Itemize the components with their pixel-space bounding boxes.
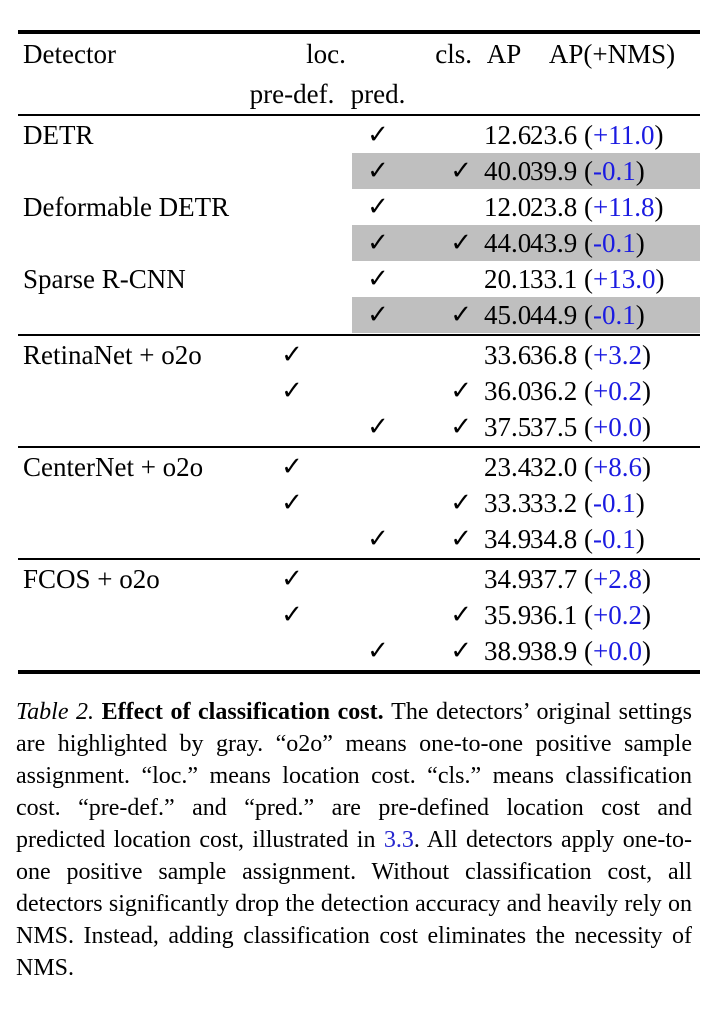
- ap-nms-value: 44.9 (-0.1): [530, 299, 645, 330]
- caption-text: Effect of classification cost.: [101, 699, 392, 725]
- ap-value: 23.4: [484, 451, 532, 482]
- ap-value: 12.0: [484, 191, 532, 222]
- ap-value: 38.9: [484, 635, 532, 666]
- ap-nms-value: 43.9 (-0.1): [530, 227, 645, 258]
- delta-value: +0.2: [593, 375, 642, 406]
- table-row: [18, 373, 700, 409]
- pred-check-icon: ✓: [367, 120, 389, 149]
- ap-value: 12.6: [484, 119, 532, 150]
- col-header-ap-nms: AP(+NMS): [548, 38, 676, 69]
- col-header-pre-def: pre-def.: [249, 78, 335, 109]
- cls-check-icon: ✓: [450, 228, 472, 257]
- table-row: [18, 561, 700, 597]
- ap-nms-value: 39.9 (-0.1): [530, 155, 645, 186]
- col-header-cls: cls.: [435, 38, 472, 69]
- table-row: [18, 597, 700, 633]
- table-section: [18, 560, 700, 670]
- pred-check-icon: ✓: [367, 156, 389, 185]
- ap-nms-value: 23.8 (+11.8): [530, 191, 664, 222]
- col-header-loc: loc.: [306, 38, 346, 69]
- table-section: [18, 336, 700, 446]
- table-row: [18, 297, 700, 333]
- delta-value: -0.1: [593, 487, 636, 518]
- table-row: [18, 485, 700, 521]
- ap-value: 33.3: [484, 487, 532, 518]
- pred-check-icon: ✓: [367, 636, 389, 665]
- col-header-detector: Detector: [23, 38, 116, 69]
- pre-def-check-icon: ✓: [281, 600, 303, 629]
- detector-name: DETR: [23, 119, 94, 150]
- table-section: [18, 448, 700, 558]
- table-section: [18, 116, 700, 334]
- delta-value: +0.0: [593, 635, 642, 666]
- detector-name: RetinaNet + o2o: [23, 339, 202, 370]
- delta-value: +0.2: [593, 599, 642, 630]
- ap-value: 40.0: [484, 155, 532, 186]
- delta-value: +13.0: [593, 263, 656, 294]
- caption-text: Table 2.: [16, 699, 102, 725]
- ap-value: 45.0: [484, 299, 532, 330]
- detector-name: CenterNet + o2o: [23, 451, 204, 482]
- ap-value: 34.9: [484, 563, 532, 594]
- ap-nms-value: 38.9 (+0.0): [530, 635, 651, 666]
- ap-nms-value: 36.2 (+0.2): [530, 375, 651, 406]
- col-header-pred: pred.: [350, 78, 406, 109]
- header-row-2: [18, 74, 700, 114]
- table-caption: [16, 696, 692, 984]
- ap-value: 33.6: [484, 339, 532, 370]
- pre-def-check-icon: ✓: [281, 564, 303, 593]
- pred-check-icon: ✓: [367, 192, 389, 221]
- ap-value: 20.1: [484, 263, 532, 294]
- ap-value: 34.9: [484, 523, 532, 554]
- ap-nms-value: 23.6 (+11.0): [530, 119, 664, 150]
- ap-nms-value: 36.8 (+3.2): [530, 339, 651, 370]
- delta-value: +2.8: [593, 563, 642, 594]
- caption-text: . All detectors apply one-to-one positive sample assignment. Without classification cost, all detectors significantly drop the detection accuracy and heavily rely on NMS. Instead, adding classification cost eliminates the necessity of NMS.: [16, 827, 692, 981]
- cls-check-icon: ✓: [450, 300, 472, 329]
- cls-check-icon: ✓: [450, 600, 472, 629]
- section-ref-link[interactable]: 3.3: [383, 827, 414, 853]
- ap-value: 44.0: [484, 227, 532, 258]
- cls-check-icon: ✓: [450, 524, 472, 553]
- col-header-ap: AP: [486, 38, 522, 69]
- table-row: [18, 633, 700, 669]
- pred-check-icon: ✓: [367, 228, 389, 257]
- pre-def-check-icon: ✓: [281, 488, 303, 517]
- detector-name: FCOS + o2o: [23, 563, 160, 594]
- delta-value: +11.8: [593, 191, 655, 222]
- delta-value: -0.1: [593, 299, 636, 330]
- ap-nms-value: 37.7 (+2.8): [530, 563, 651, 594]
- pre-def-check-icon: ✓: [281, 340, 303, 369]
- pred-check-icon: ✓: [367, 412, 389, 441]
- ap-value: 37.5: [484, 411, 532, 442]
- table-row: [18, 153, 700, 189]
- delta-value: +8.6: [593, 451, 642, 482]
- ap-nms-value: 37.5 (+0.0): [530, 411, 651, 442]
- ap-nms-value: 34.8 (-0.1): [530, 523, 645, 554]
- detector-name: Sparse R-CNN: [23, 263, 186, 294]
- delta-value: +0.0: [593, 411, 642, 442]
- table-row: [18, 189, 700, 225]
- cls-check-icon: ✓: [450, 636, 472, 665]
- table-bottom-rule: [18, 670, 700, 674]
- results-table: [18, 30, 700, 674]
- table-row: [18, 409, 700, 445]
- delta-value: +3.2: [593, 339, 642, 370]
- cls-check-icon: ✓: [450, 412, 472, 441]
- table-row: [18, 261, 700, 297]
- header-row-1: [18, 34, 700, 74]
- ap-value: 36.0: [484, 375, 532, 406]
- pre-def-check-icon: ✓: [281, 376, 303, 405]
- delta-value: -0.1: [593, 155, 636, 186]
- pre-def-check-icon: ✓: [281, 452, 303, 481]
- ap-nms-value: 32.0 (+8.6): [530, 451, 651, 482]
- delta-value: +11.0: [593, 119, 655, 150]
- ap-nms-value: 36.1 (+0.2): [530, 599, 651, 630]
- table-row: [18, 225, 700, 261]
- table-row: [18, 337, 700, 373]
- table-row: [18, 449, 700, 485]
- delta-value: -0.1: [593, 227, 636, 258]
- detector-name: Deformable DETR: [23, 191, 230, 222]
- cls-check-icon: ✓: [450, 488, 472, 517]
- ap-value: 35.9: [484, 599, 532, 630]
- cls-check-icon: ✓: [450, 376, 472, 405]
- table-row: [18, 521, 700, 557]
- pred-check-icon: ✓: [367, 524, 389, 553]
- table-body: [18, 116, 700, 670]
- caption-text: The detectors’ original settings are highlighted by gray. “o2o” means one-to-one positive sample assignment. “loc.” means location cost. “cls.” means classification cost. “pre-def.” and “pred.” are pre-defined location cost and predicted location cost, illustrated in: [16, 699, 692, 853]
- ap-nms-value: 33.2 (-0.1): [530, 487, 645, 518]
- table-row: [18, 117, 700, 153]
- pred-check-icon: ✓: [367, 300, 389, 329]
- cls-check-icon: ✓: [450, 156, 472, 185]
- delta-value: -0.1: [593, 523, 636, 554]
- table-header: [18, 34, 700, 114]
- pred-check-icon: ✓: [367, 264, 389, 293]
- ap-nms-value: 33.1 (+13.0): [530, 263, 665, 294]
